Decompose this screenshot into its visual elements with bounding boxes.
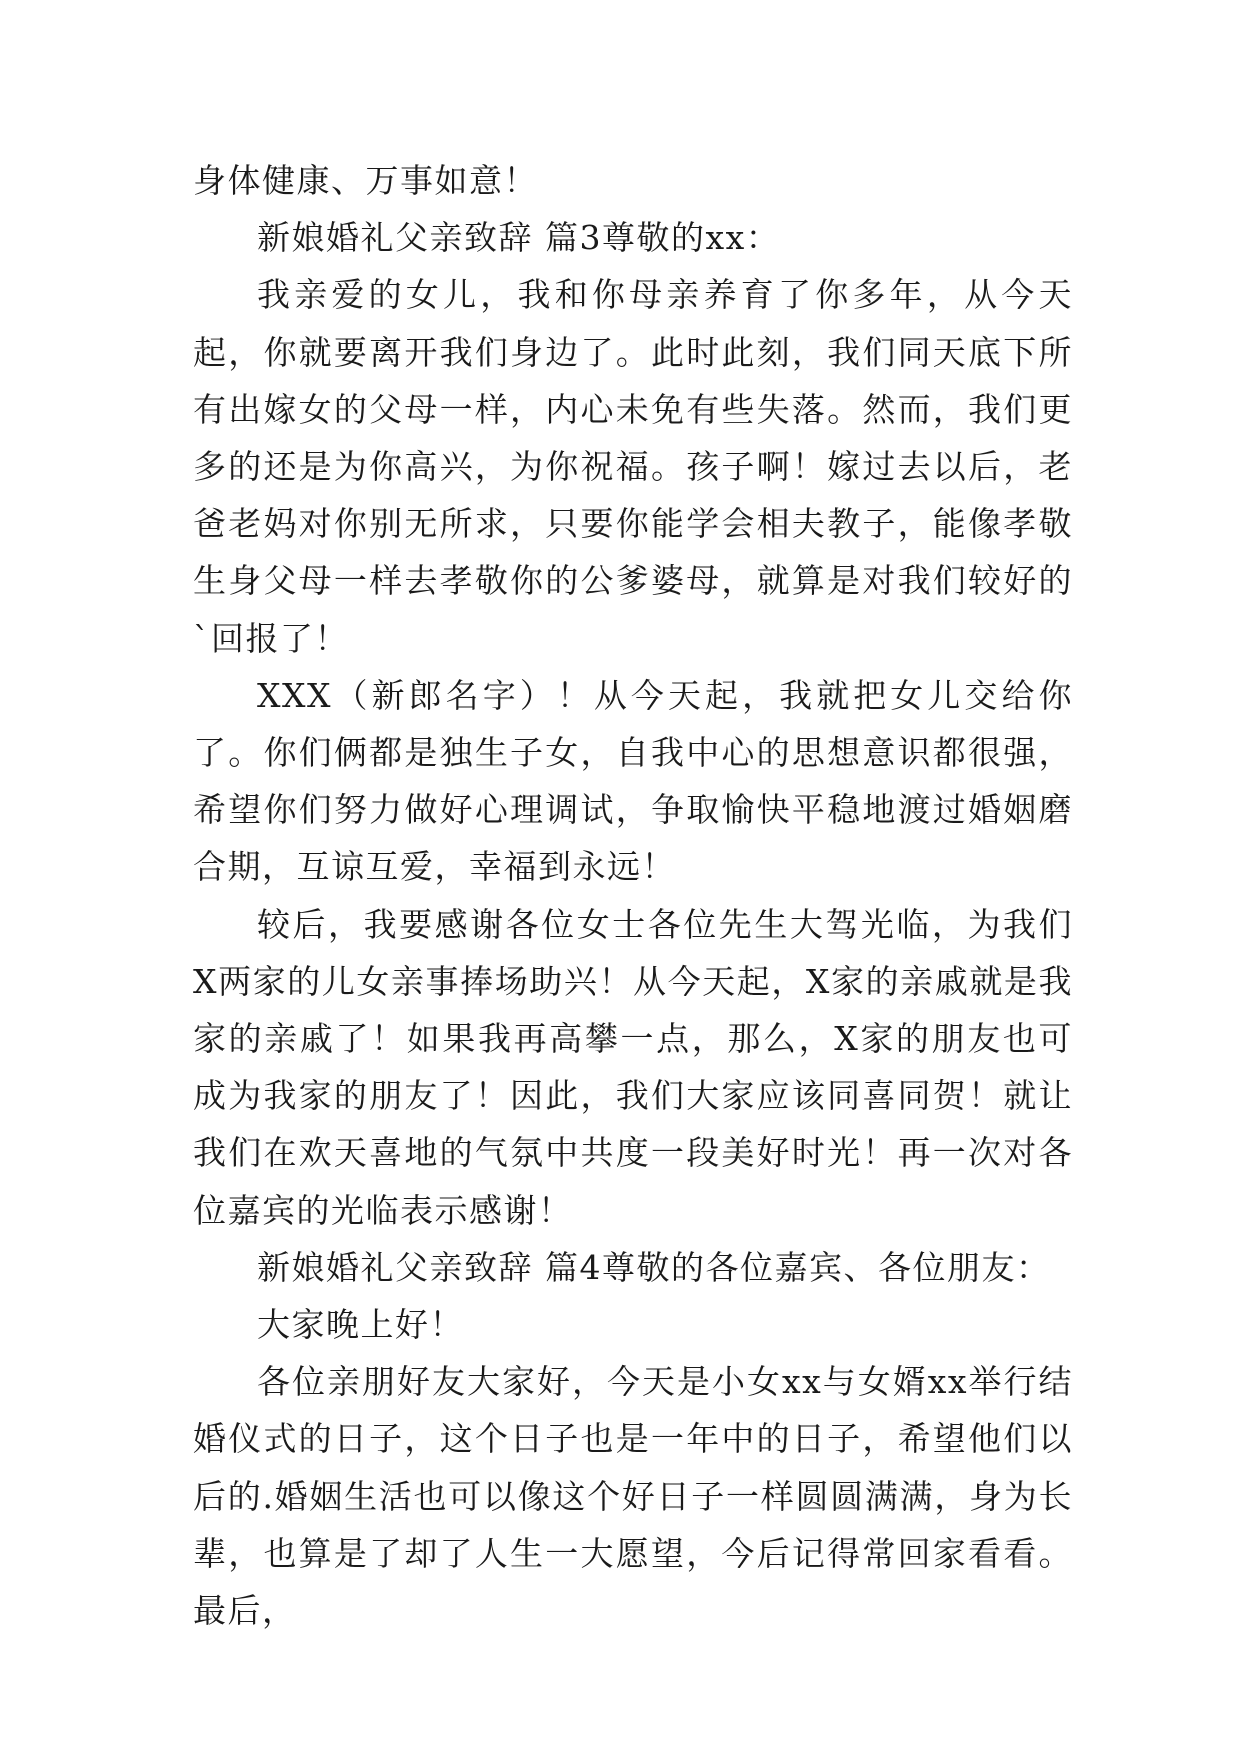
paragraph-thanks-guests: 较后，我要感谢各位女士各位先生大驾光临，为我们X两家的儿女亲事捧场助兴！从今天起，X家的亲戚就是我家的亲戚了！如果我再高攀一点，那么，X家的朋友也可成为我家的朋友了！因此，我们大家应该同喜同贺！就让我们在欢天喜地的气氛中共度一段美好时光！再一次对各位嘉宾的光临表示感谢！ [193, 904, 1073, 1230]
paragraph-to-daughter: 我亲爱的女儿，我和你母亲养育了你多年，从今天起，你就要离开我们身边了。此时此刻，我们同天底下所有出嫁女的父母一样，内心未免有些失落。然而，我们更多的还是为你高兴，为你祝福。孩子啊！嫁过去以后，老爸老妈对你别无所求，只要你能学会相夫教子，能像孝敬生身父母一样去孝敬你的公爹婆母，就算是对我们较好的`回报了！ [193, 275, 1073, 658]
section-heading-4: 新娘婚礼父亲致辞 篇4尊敬的各位嘉宾、各位朋友： [257, 1247, 1051, 1287]
paragraph-wedding-announcement: 各位亲朋好友大家好，今天是小女xx与女婿xx举行结婚仪式的日子，这个日子也是一年中的日子，希望他们以后的.婚姻生活也可以像这个好日子一样圆圆满满，身为长辈，也算是了却了人生一大愿望，今后记得常回家看看。最后， [193, 1362, 1073, 1631]
section-heading-3: 新娘婚礼父亲致辞 篇3尊敬的xx： [257, 218, 781, 258]
paragraph-greeting: 大家晚上好！ [257, 1305, 464, 1345]
document-body [193, 152, 1073, 1639]
paragraph-to-groom: XXX（新郎名字）！从今天起，我就把女儿交给你了。你们俩都是独生子女，自我中心的思想意识都很强，希望你们努力做好心理调试，争取愉快平稳地渡过婚姻磨合期，互谅互爱，幸福到永远！ [193, 675, 1073, 887]
paragraph-closing-wish: 身体健康、万事如意！ [193, 161, 538, 200]
